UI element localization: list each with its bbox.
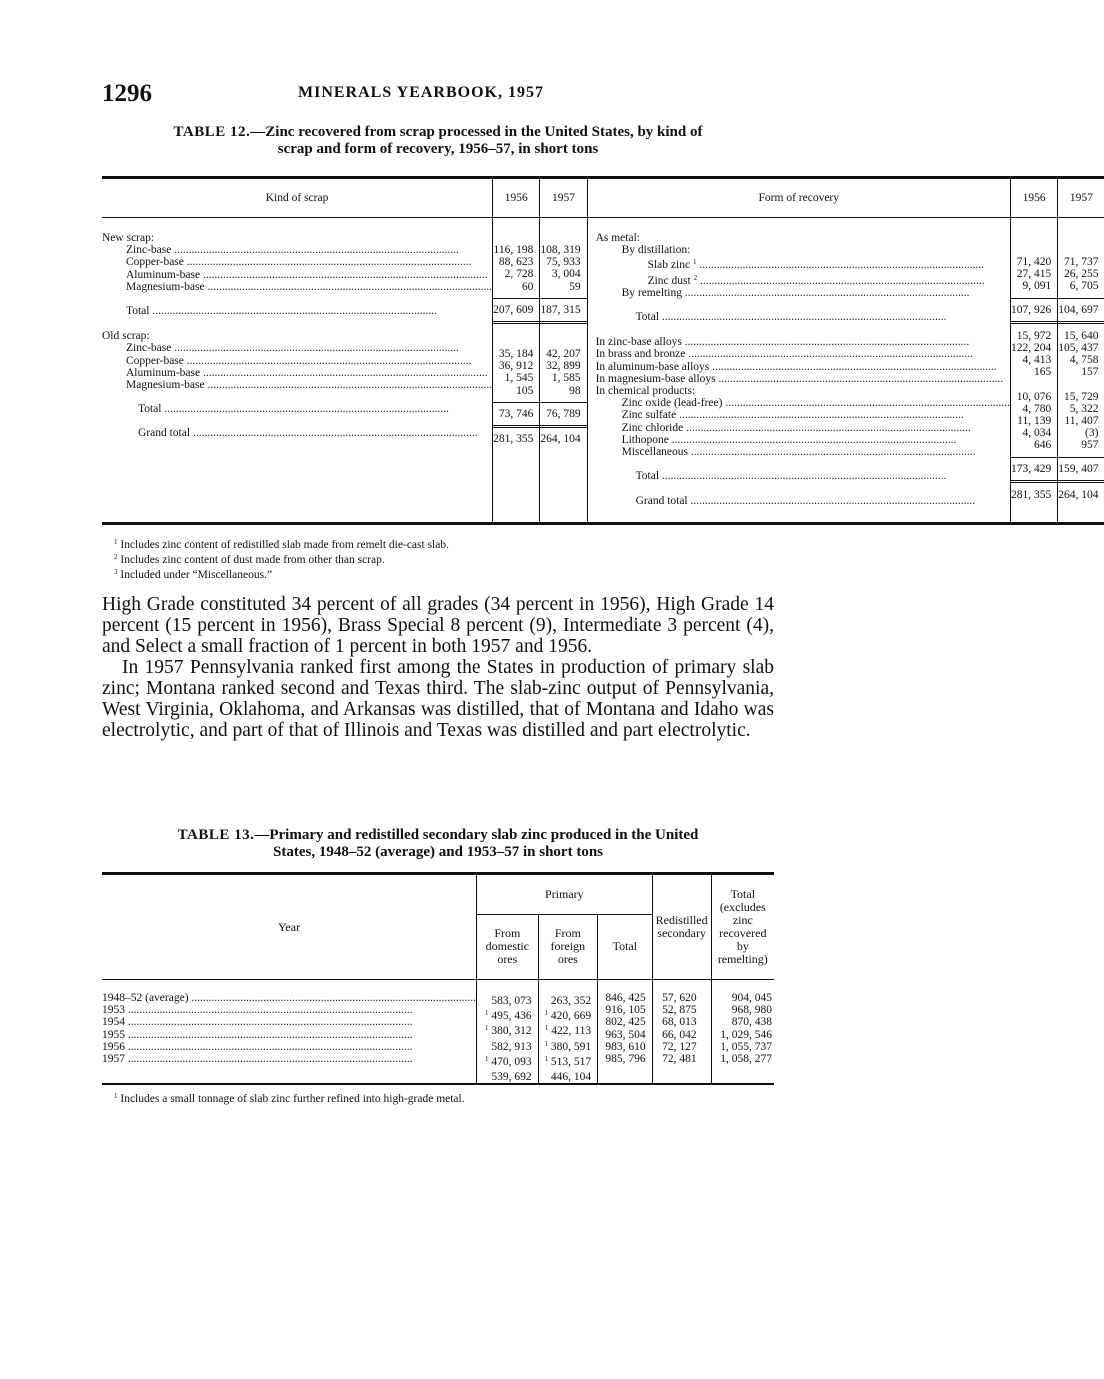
t12-cell: 264, 104 — [1058, 488, 1099, 501]
t12-left-1956 — [493, 218, 540, 524]
t13-cell — [477, 1038, 532, 1053]
t12-cell: 11, 139 — [1017, 415, 1052, 428]
t12-cell: 122, 204 — [1010, 342, 1052, 355]
t12-cell: 3, 004 — [551, 268, 581, 281]
footnote — [114, 536, 754, 551]
t12-cell: 11, 407 — [1064, 415, 1099, 428]
running-title: MINERALS YEARBOOK, 1957 — [298, 84, 544, 101]
t13-value: 72, 127 — [662, 1040, 697, 1053]
t12-cell: 116, 198 — [493, 244, 534, 256]
t13-value: 582, 913 — [491, 1040, 532, 1053]
table13-caption-line2: States, 1948–52 (average) and 1953–57 in short tons — [273, 844, 603, 860]
t12-cell: 4, 034 — [1022, 427, 1052, 440]
t13-value: 422, 113 — [551, 1025, 592, 1038]
t13-value: 420, 669 — [550, 1010, 592, 1023]
t12-chem-label: Zinc sulfate ..... — [596, 409, 1010, 421]
table13-footnote — [114, 1090, 754, 1105]
t13-value: 72, 481 — [662, 1053, 697, 1066]
t12-cell: 207, 609 — [493, 299, 539, 324]
t13-value: 66, 042 — [662, 1028, 697, 1041]
table12 — [102, 176, 1104, 525]
t12-right-1957 — [1058, 218, 1104, 524]
footnote-mark: 1 — [114, 1092, 118, 1100]
t12-cell: 60 — [493, 281, 539, 299]
t12-footnote-ref: 2 — [693, 273, 698, 282]
t12-cell: 646 — [1011, 439, 1057, 457]
t12-cell: 32, 899 — [546, 360, 581, 373]
t12-cell: 71, 737 — [1063, 256, 1099, 268]
t12-cell: 157 — [1081, 366, 1099, 379]
t12-footnote-ref: 1 — [692, 258, 697, 267]
t13-cell — [477, 1053, 532, 1068]
t12-zinc-dust-label — [596, 272, 1010, 287]
t12-cell: 957 — [1058, 439, 1104, 457]
t13-footnote-ref: 1 — [544, 1054, 548, 1063]
t13-value: 1, 055, 737 — [720, 1040, 772, 1053]
table12-label: TABLE 12. — [173, 124, 251, 140]
t12-slab-zinc-text: Slab zinc — [647, 259, 691, 272]
t12-cell: 159, 407 — [1058, 458, 1104, 483]
footnote-mark: 2 — [114, 553, 118, 561]
t13-year: 1956 ..... — [102, 1041, 476, 1053]
t13-cell — [539, 992, 591, 1007]
t12-alloy-label: In zinc-base alloys ..... — [596, 336, 1010, 348]
t12-slab-zinc-label — [596, 256, 1010, 271]
t12-new-row-label: Copper-base ..... — [102, 256, 492, 268]
t12-cell: 35, 184 — [498, 348, 534, 361]
t12-head-1956: 1956 — [493, 178, 540, 218]
t13-value: 1, 029, 546 — [720, 1028, 772, 1041]
t12-alloy-label: In brass and bronze ..... — [596, 348, 1010, 360]
t13-year: 1955 ..... — [102, 1029, 476, 1041]
footnote-text: Included under “Miscellaneous.” — [120, 569, 273, 581]
footnote-text: Includes a small tonnage of slab zinc further refined into high-grade metal. — [120, 1093, 465, 1105]
t12-cell: 42, 207 — [546, 348, 581, 361]
t13-cell — [539, 1022, 591, 1037]
t13-grand-col — [711, 980, 774, 1085]
t12-cell: 281, 355 — [1010, 488, 1052, 501]
t13-footnote-ref: 1 — [484, 1054, 489, 1063]
t12-cell: 15, 640 — [1063, 329, 1099, 342]
t12-old-scrap-label: Old scrap: — [102, 330, 150, 343]
t13-footnote-ref: 1 — [484, 1009, 489, 1018]
body-text — [102, 594, 774, 741]
t12-cell: 26, 255 — [1063, 268, 1099, 281]
t13-head-redistilled: Redistilled secondary — [652, 874, 711, 980]
t13-value: 539, 692 — [491, 1071, 532, 1084]
table12-caption-line2: scrap and form of recovery, 1956–57, in short tons — [277, 141, 599, 157]
t12-right-stub — [587, 218, 1010, 524]
table12-footnotes — [114, 536, 754, 581]
t12-old-total-label: Total ..... — [102, 403, 492, 415]
table12-caption — [102, 124, 774, 158]
t12-cell: 1, 545 — [504, 372, 534, 385]
t13-cell — [539, 1068, 591, 1083]
t12-head-1957: 1957 — [540, 178, 587, 218]
t13-foreign-col — [538, 980, 597, 1085]
t12-alloy-label: In magnesium-base alloys ..... — [596, 373, 1010, 385]
t12-cell: 36, 912 — [498, 360, 534, 373]
t13-footnote-ref: 1 — [544, 1024, 549, 1033]
t13-year: 1948–52 (average) ..... — [102, 992, 476, 1004]
t12-cell: 264, 104 — [540, 433, 581, 446]
footnote-mark: 3 — [114, 568, 118, 576]
t12-cell: 75, 933 — [546, 256, 581, 269]
t13-year: 1954 ..... — [102, 1016, 476, 1028]
t13-value: 470, 093 — [491, 1055, 532, 1068]
t12-cell: 5, 322 — [1069, 402, 1099, 415]
t12-cell: 10, 076 — [1016, 390, 1052, 403]
t12-cell: 98 — [540, 385, 586, 403]
t12-zinc-dust-text: Zinc dust — [647, 274, 691, 287]
t12-grand-total-right-label: Grand total ..... — [596, 495, 1010, 507]
t13-cell — [477, 1022, 532, 1037]
t12-cell: 73, 746 — [493, 403, 539, 428]
t12-cell: 173, 429 — [1011, 458, 1057, 483]
t12-new-scrap-label: New scrap: — [102, 232, 155, 244]
t12-head-form: Form of recovery — [587, 178, 1010, 218]
t12-cell: 9, 091 — [1011, 280, 1057, 298]
t12-old-row-label: Magnesium-base ..... — [102, 379, 492, 391]
t12-by-distillation: By distillation: — [621, 244, 691, 257]
t12-head-kind: Kind of scrap — [102, 178, 493, 218]
t13-footnote-ref: 1 — [484, 1024, 489, 1033]
t12-left-1957 — [540, 218, 587, 524]
t12-cell: 88, 623 — [498, 256, 534, 269]
t12-cell: 165 — [1033, 366, 1052, 379]
table13-label: TABLE 13. — [177, 827, 255, 843]
t12-chem-label: Zinc chloride ..... — [596, 422, 1010, 434]
t13-cell — [539, 1053, 591, 1068]
t12-alloy-label: In aluminum-base alloys ..... — [596, 361, 1010, 373]
t13-value: 68, 013 — [662, 1016, 697, 1029]
t12-new-row-label: Magnesium-base ..... — [102, 281, 492, 293]
t12-metal-total-label: Total ..... — [596, 311, 1010, 323]
footnote-text: Includes zinc content of dust made from other than scrap. — [120, 554, 385, 566]
t13-value: 983, 610 — [605, 1040, 646, 1053]
page-number: 1296 — [102, 80, 152, 107]
t13-value: 380, 591 — [550, 1040, 592, 1053]
t13-cell — [477, 992, 532, 1007]
t13-cell — [477, 1068, 532, 1083]
t12-cell: 105, 437 — [1058, 342, 1099, 355]
t12-new-row-label: Zinc-base ..... — [102, 244, 492, 256]
t12-cell: 105 — [493, 385, 539, 403]
t13-value: 985, 796 — [605, 1053, 646, 1066]
t12-cell: 4, 413 — [1022, 354, 1052, 367]
t12-grand-total-label: Grand total ..... — [102, 427, 492, 439]
t12-left-stub — [102, 218, 493, 524]
table13-caption-line1: —Primary and redistilled secondary slab zinc produced in the United — [254, 827, 699, 843]
t12-cell: 76, 789 — [540, 403, 586, 428]
table12-caption-line1: —Zinc recovered from scrap processed in the United States, by kind of — [250, 124, 703, 140]
t13-cell — [539, 1007, 591, 1022]
t13-footnote-ref: 1 — [544, 1039, 548, 1048]
t12-right-1956 — [1010, 218, 1057, 524]
t12-cell: 71, 420 — [1016, 256, 1052, 268]
t12-cell: 2, 728 — [504, 268, 534, 281]
t12-head-f1957: 1957 — [1058, 178, 1104, 218]
t13-cell — [477, 1007, 532, 1022]
t12-chemical-label: In chemical products: — [595, 385, 696, 398]
t13-value: 52, 875 — [662, 1004, 697, 1017]
t13-cell — [539, 1038, 591, 1053]
t12-cell: 15, 972 — [1016, 329, 1052, 342]
t13-value: 904, 045 — [731, 992, 772, 1004]
t13-value: 846, 425 — [605, 992, 646, 1004]
t12-chem-label: Zinc oxide (lead-free) ..... — [596, 397, 1010, 409]
t12-by-remelting: By remelting ..... — [596, 287, 1010, 299]
t12-cell: 107, 926 — [1011, 299, 1057, 324]
t12-cell: 6, 705 — [1058, 280, 1104, 298]
t12-new-row-label: Aluminum-base ..... — [102, 269, 492, 281]
t12-cell: 27, 415 — [1016, 268, 1052, 281]
t13-footnote-ref: 1 — [544, 1009, 548, 1018]
t13-value: 802, 425 — [605, 1016, 646, 1029]
footnote — [114, 551, 754, 566]
t12-old-row-label: Zinc-base ..... — [102, 342, 492, 354]
t12-cell: 1, 585 — [551, 372, 581, 385]
t13-head-foreign: From foreign ores — [538, 914, 597, 979]
t12-as-metal: As metal: — [595, 232, 640, 244]
t12-total-label: Total ..... — [596, 470, 1010, 482]
t13-head-domestic: From domestic ores — [477, 914, 539, 979]
table13-caption — [102, 827, 774, 861]
t13-value: 916, 105 — [605, 1004, 646, 1017]
table13 — [102, 872, 774, 1085]
t12-cell: 15, 729 — [1063, 390, 1099, 403]
t12-new-total-label: Total ..... — [102, 305, 492, 317]
paragraph: High Grade constituted 34 percent of all grades (34 percent in 1956), High Grade 14 percent (15 percent in 1956), Brass Special 8 percent (9), Intermediate 3 percent (4), and Select a small fraction of 1 percent in both 1957 and 1956. — [102, 594, 774, 657]
footnote — [114, 566, 754, 581]
t13-head-total: Total — [598, 914, 653, 979]
t13-total-col — [598, 980, 653, 1085]
t13-year-col — [102, 980, 477, 1085]
t13-value: 446, 104 — [550, 1071, 592, 1084]
t12-head-f1956: 1956 — [1010, 178, 1057, 218]
t13-year: 1953 ..... — [102, 1004, 476, 1016]
t13-value: 513, 517 — [550, 1055, 592, 1068]
t13-value: 1, 058, 277 — [720, 1053, 772, 1066]
t12-cell: 59 — [540, 281, 586, 299]
t12-old-row-label: Aluminum-base ..... — [102, 367, 492, 379]
t13-year: 1957 ..... — [102, 1053, 476, 1065]
t13-domestic-col — [477, 980, 539, 1085]
t12-cell: 108, 319 — [540, 244, 581, 256]
t12-cell: 187, 315 — [540, 299, 586, 324]
t13-value: 380, 312 — [491, 1025, 532, 1038]
t12-chem-label: Lithopone ..... — [596, 434, 1010, 446]
t13-value: 968, 980 — [731, 1004, 772, 1017]
t13-head-grand: Total (excludes zinc recovered by remelting) — [711, 874, 774, 980]
t13-value: 57, 620 — [662, 992, 697, 1004]
t12-cell: 4, 780 — [1022, 402, 1052, 415]
t12-cell: 104, 697 — [1058, 299, 1104, 324]
t13-value: 263, 352 — [550, 995, 592, 1007]
t13-redistilled-col — [652, 980, 711, 1085]
t13-value: 583, 073 — [491, 995, 532, 1007]
t13-value: 963, 504 — [605, 1028, 646, 1041]
t12-chem-label: Miscellaneous ..... — [596, 446, 1010, 458]
footnote-mark: 1 — [114, 538, 118, 546]
t13-head-primary: Primary — [477, 874, 653, 915]
t13-value: 870, 438 — [731, 1016, 772, 1029]
t12-cell: (3) — [1085, 427, 1099, 440]
footnote-text: Includes zinc content of redistilled slab made from remelt die-cast slab. — [120, 539, 449, 551]
t13-head-year: Year — [102, 874, 477, 980]
t12-old-row-label: Copper-base ..... — [102, 355, 492, 367]
t12-cell: 281, 355 — [493, 433, 534, 446]
t12-cell: 4, 758 — [1069, 354, 1099, 367]
t13-value: 495, 436 — [491, 1010, 532, 1023]
paragraph: In 1957 Pennsylvania ranked first among the States in production of primary slab zinc; Montana ranked second and Texas third. The slab-zinc output of Pennsylvania, West Virginia, Oklahoma, and Arkansas was distilled, that of Montana and Idaho was electrolytic, and part of that of Illinois and Texas was distilled and part electrolytic. — [102, 657, 774, 741]
